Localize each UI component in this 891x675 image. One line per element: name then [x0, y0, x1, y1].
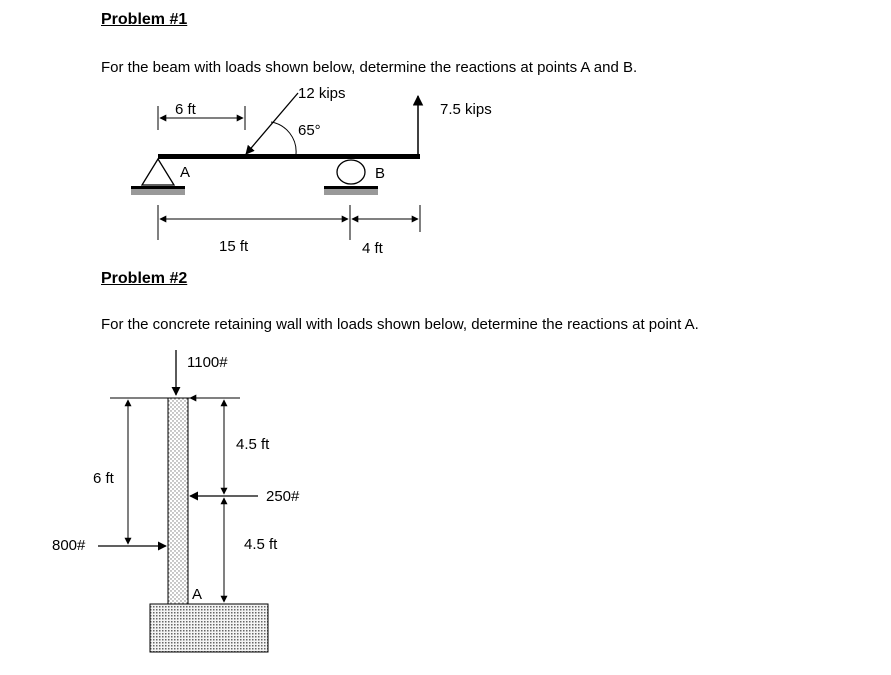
- dim-4ft-label: 4 ft: [362, 240, 383, 257]
- load-7-5-kips-label: 7.5 kips: [440, 101, 492, 118]
- dim-4-5-bottom-label: 4.5 ft: [244, 536, 278, 553]
- problem1-statement: For the beam with loads shown below, determine the reactions at points A and B.: [101, 59, 638, 76]
- problem1-title: Problem #1: [101, 11, 188, 28]
- wall-footing: [150, 604, 268, 652]
- problem2-title: Problem #2: [101, 270, 188, 287]
- dim-6ft-label: 6 ft: [175, 101, 196, 118]
- load-250-label: 250#: [266, 488, 300, 505]
- dim-4-5-top-label: 4.5 ft: [236, 436, 270, 453]
- support-a-label: A: [180, 164, 191, 181]
- dim-6ft-vertical-label: 6 ft: [93, 470, 114, 487]
- dim-15ft-label: 15 ft: [219, 238, 249, 255]
- problem2-statement: For the concrete retaining wall with loads shown below, determine the reactions at point A.: [101, 316, 699, 333]
- load-12-kips-label: 12 kips: [298, 85, 346, 102]
- angle-label: 65°: [298, 122, 321, 139]
- support-b-label: B: [375, 165, 386, 182]
- point-a-label: A: [192, 586, 203, 603]
- load-800-label: 800#: [52, 537, 86, 554]
- load-1100-label: 1100#: [187, 354, 228, 371]
- wall-stem: [168, 398, 188, 604]
